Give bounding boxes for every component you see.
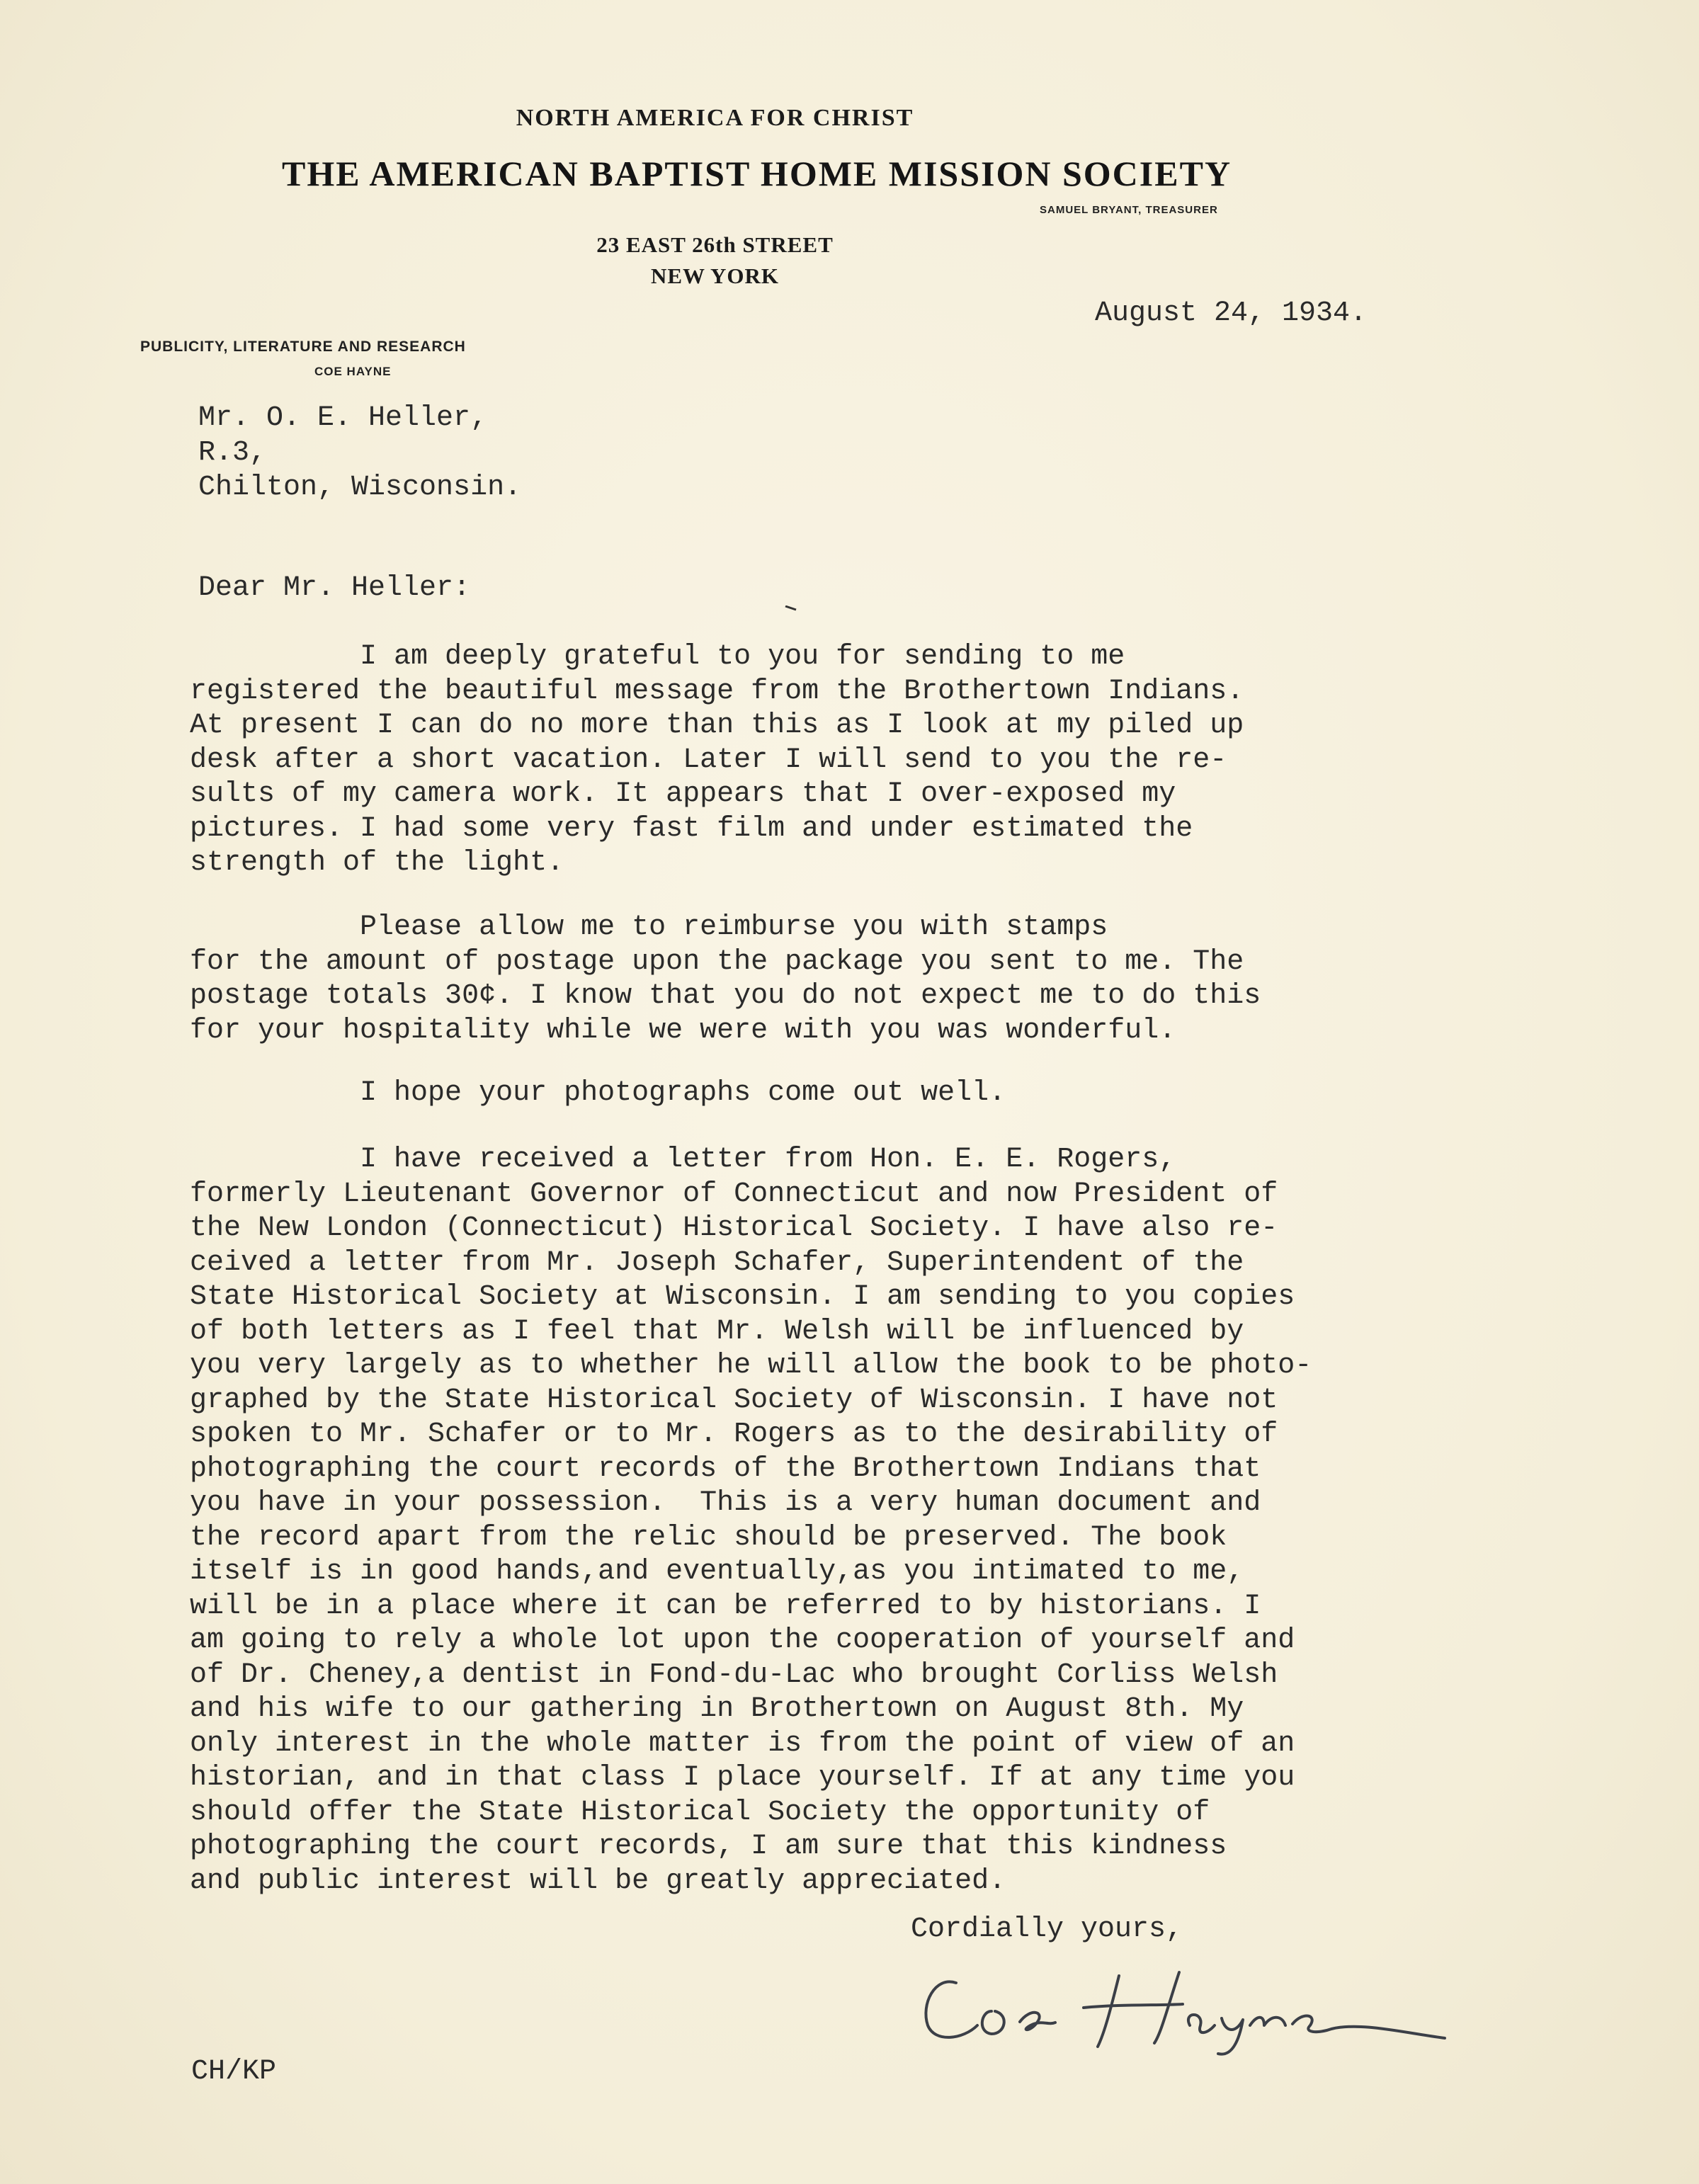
recipient-route: R.3, — [198, 437, 267, 469]
closing: Cordially yours, — [911, 1913, 1183, 1945]
letterhead-slogan: NORTH AMERICA FOR CHRIST — [516, 105, 914, 131]
paragraph-line: postage totals 30¢. I know that you do not expect me to do this — [190, 980, 1261, 1012]
recipient-name: Mr. O. E. Heller, — [198, 402, 488, 434]
letterhead-department: PUBLICITY, LITERATURE AND RESEARCH — [140, 339, 466, 355]
paragraph-line: and his wife to our gathering in Brothertown on August 8th. My — [190, 1693, 1244, 1725]
letterhead-street: 23 EAST 26th STREET — [596, 232, 834, 257]
paragraph-line: am going to rely a whole lot upon the cooperation of yourself and — [190, 1625, 1295, 1656]
paragraph-line: I am deeply grateful to you for sending to me — [190, 641, 1125, 673]
paragraph-line: I hope your photographs come out well. — [190, 1077, 1006, 1109]
body-paragraph — [190, 911, 1521, 1048]
paragraph-line: should offer the State Historical Society the opportunity of — [190, 1796, 1210, 1828]
body-paragraph — [190, 1143, 1521, 1899]
paragraph-line: for your hospitality while we were with you was wonderful. — [190, 1014, 1176, 1047]
handwritten-signature — [907, 1955, 1459, 2061]
paragraph-line: will be in a place where it can be referred to by historians. I — [190, 1590, 1261, 1622]
paragraph-line: you have in your possession. This is a very human document and — [190, 1487, 1261, 1519]
paragraph-line: the record apart from the relic should be preserved. The book — [190, 1521, 1227, 1554]
letterhead-department-head: COE HAYNE — [314, 365, 392, 378]
paragraph-line: for the amount of postage upon the package you sent to me. The — [190, 945, 1244, 978]
typist-initials: CH/KP — [191, 2056, 277, 2088]
paragraph-line: the New London (Connecticut) Historical Society. I have also re- — [190, 1212, 1278, 1244]
ink-mark — [785, 602, 797, 608]
paragraph-line: registered the beautiful message from the Brothertown Indians. — [190, 675, 1244, 707]
paragraph-line: of Dr. Cheney,a dentist in Fond-du-Lac who brought Corliss Welsh — [190, 1659, 1278, 1691]
paragraph-line: ceived a letter from Mr. Joseph Schafer, Superintendent of the — [190, 1246, 1244, 1279]
recipient-city: Chilton, Wisconsin. — [198, 472, 522, 504]
paragraph-line: graphed by the State Historical Society of Wisconsin. I have not — [190, 1384, 1278, 1416]
paragraph-line: of both letters as I feel that Mr. Welsh will be influenced by — [190, 1315, 1244, 1348]
paragraph-line: At present I can do no more than this as I look at my piled up — [190, 710, 1244, 741]
paragraph-line: State Historical Society at Wisconsin. I am sending to you copies — [190, 1281, 1295, 1313]
paragraph-line: I have received a letter from Hon. E. E. Rogers, — [190, 1144, 1176, 1176]
letterhead-city: NEW YORK — [650, 263, 780, 288]
body-paragraph — [190, 640, 1521, 881]
paragraph-line: photographing the court records, I am sure that this kindness — [190, 1831, 1227, 1862]
paragraph-line: Please allow me to reimburse you with stamps — [190, 911, 1108, 943]
paragraph-line: pictures. I had some very fast film and under estimated the — [190, 812, 1193, 845]
paragraph-line: formerly Lieutenant Governor of Connecticut and now President of — [190, 1178, 1278, 1210]
paragraph-line: spoken to Mr. Schafer or to Mr. Rogers as to the desirability of — [190, 1418, 1278, 1450]
letterhead-organization: THE AMERICAN BAPTIST HOME MISSION SOCIETY — [282, 154, 1232, 193]
letterhead-treasurer: SAMUEL BRYANT, TREASURER — [1040, 204, 1218, 216]
paragraph-line: itself is in good hands,and eventually,as you intimated to me, — [190, 1556, 1244, 1588]
salutation: Dear Mr. Heller: — [198, 572, 471, 604]
letter-date: August 24, 1934. — [1095, 297, 1368, 329]
paragraph-line: strength of the light. — [190, 847, 564, 879]
paragraph-line: photographing the court records of the Brothertown Indians that — [190, 1452, 1261, 1485]
paragraph-line: you very largely as to whether he will allow the book to be photo- — [190, 1350, 1312, 1382]
body-paragraph — [190, 1076, 1521, 1111]
paragraph-line: historian, and in that class I place yourself. If at any time you — [190, 1762, 1295, 1794]
paragraph-line: and public interest will be greatly appreciated. — [190, 1865, 1006, 1897]
paragraph-line: sults of my camera work. It appears that I over-exposed my — [190, 778, 1176, 810]
paragraph-line: only interest in the whole matter is from the point of view of an — [190, 1727, 1295, 1760]
paragraph-line: desk after a short vacation. Later I will send to you the re- — [190, 744, 1227, 776]
